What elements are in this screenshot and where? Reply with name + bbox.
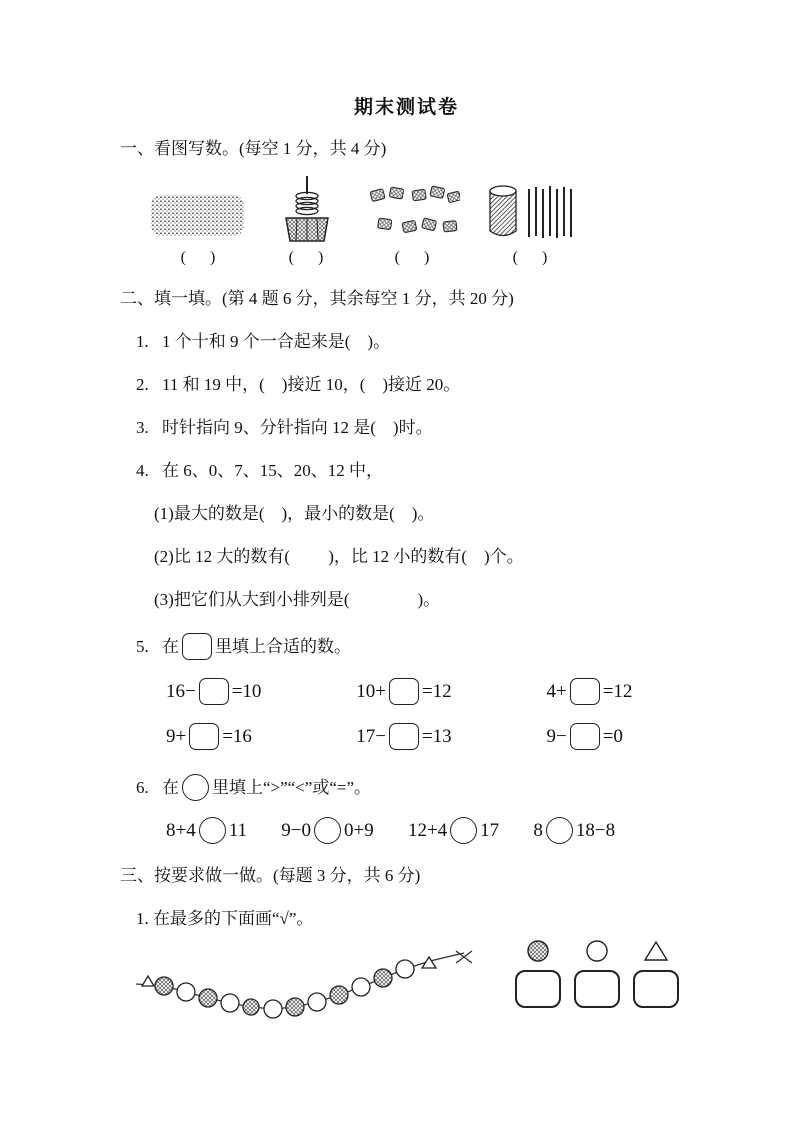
comparison-row [120, 817, 693, 844]
equation-row-2 [120, 723, 693, 750]
equation-left: 9+ [166, 726, 187, 747]
equation-row-1 [120, 678, 693, 705]
equation-right: =12 [602, 681, 633, 702]
hatched-circle-icon [525, 938, 551, 964]
triangle-icon [643, 938, 669, 964]
comparison-left: 9−0 [281, 820, 311, 841]
question-number: 6. [136, 778, 149, 797]
bead-counter-icon [270, 174, 342, 244]
question-4-sub-3: (3)把它们从大到小排列是( )。 [154, 590, 441, 609]
blank-circle-icon [546, 817, 573, 844]
equation-right: =12 [421, 681, 452, 702]
equation-right: =10 [231, 681, 262, 702]
comparison-left: 8+4 [166, 820, 196, 841]
equation-left: 4+ [546, 681, 567, 702]
equation-right: =13 [421, 726, 452, 747]
question-number: 1. [136, 332, 149, 351]
question-3 [120, 418, 693, 437]
blank-box-icon [570, 723, 600, 750]
answer-blank: ( ) [512, 249, 548, 266]
question-number: 2. [136, 375, 149, 394]
equation-left: 9− [546, 726, 567, 747]
section1-heading: 一、看图写数。(每空 1 分，共 4 分) [120, 139, 387, 158]
blank-box-icon [189, 723, 219, 750]
equation [547, 723, 623, 750]
comparison-right: 0+9 [343, 820, 374, 841]
question-number: 4. [136, 461, 149, 480]
blank-box-icon [570, 678, 600, 705]
blank-circle-icon [182, 774, 209, 801]
comparison-right: 18−8 [575, 820, 616, 841]
section1-figures [148, 174, 693, 267]
equation-left: 17− [356, 726, 386, 747]
figure-dot-cluster [148, 188, 248, 267]
figure-bead-counter [270, 174, 342, 267]
equation-right: =0 [602, 726, 623, 747]
question-2 [120, 375, 693, 394]
blank-box-icon [389, 678, 419, 705]
circle-icon [584, 938, 610, 964]
equation [166, 678, 352, 705]
equation [166, 723, 352, 750]
question-text: 在 [162, 637, 179, 656]
question-4 [120, 461, 693, 480]
comparison [166, 817, 247, 844]
question-text: 在 6、0、7、15、20、12 中， [162, 461, 383, 480]
question-1 [120, 332, 693, 351]
question-number: 3. [136, 418, 149, 437]
comparison [533, 817, 615, 844]
block-scatter-icon [364, 182, 460, 244]
figure-stick-bundle [482, 180, 578, 267]
blank-circle-icon [199, 817, 226, 844]
answer-col-triangle [633, 938, 679, 1008]
blank-box-icon [199, 678, 229, 705]
comparison-right: 11 [228, 820, 248, 841]
question-5 [120, 633, 693, 660]
question-text: 里填上“>”“<”或“=”。 [212, 778, 372, 797]
question-number: 5. [136, 637, 149, 656]
comparison-left: 8 [533, 820, 543, 841]
figure-block-scatter [364, 182, 460, 267]
blank-box-icon [182, 633, 212, 660]
equation [356, 678, 542, 705]
question-text: 1 个十和 9 个一合起来是( )。 [162, 332, 391, 351]
answer-boxes [515, 936, 679, 1008]
answer-blank: ( ) [180, 249, 216, 266]
section3-question-1: 1. 在最多的下面画“√”。 [136, 909, 314, 928]
question-text: 11 和 19 中，( )接近 10，( )接近 20。 [162, 375, 461, 394]
question-4-sub-2: (2)比 12 大的数有( )，比 12 小的数有( )个。 [154, 547, 524, 566]
comparison-right: 17 [480, 820, 500, 841]
equation [547, 678, 633, 705]
answer-blank: ( ) [288, 249, 324, 266]
question-4-sub-1: (1)最大的数是( )，最小的数是( )。 [154, 504, 435, 523]
question-text: 时针指向 9、分针指向 12 是( )时。 [162, 418, 433, 437]
answer-box [633, 970, 679, 1008]
equation-left: 16− [166, 681, 196, 702]
count-task-area [120, 936, 693, 1030]
answer-blank: ( ) [394, 249, 430, 266]
dot-cluster-icon [148, 188, 248, 244]
section2-heading: 二、填一填。(第 4 题 6 分，其余每空 1 分，共 20 分) [120, 289, 514, 308]
answer-box [515, 970, 561, 1008]
equation-left: 10+ [356, 681, 386, 702]
question-text: 在 [162, 778, 179, 797]
comparison-left: 12+4 [407, 820, 448, 841]
page-title: 期末测试卷 [353, 97, 459, 118]
section3-heading: 三、按要求做一做。(每题 3 分，共 6 分) [120, 866, 421, 885]
bead-chain-icon [134, 950, 479, 1030]
blank-circle-icon [314, 817, 341, 844]
answer-col-circle [574, 938, 620, 1008]
stick-bundle-icon [482, 180, 578, 244]
answer-box [574, 970, 620, 1008]
answer-col-hatched-circle [515, 938, 561, 1008]
question-text: 里填上合适的数。 [215, 637, 351, 656]
question-6 [120, 774, 693, 801]
equation-right: =16 [222, 726, 252, 747]
blank-box-icon [389, 723, 419, 750]
equation [356, 723, 542, 750]
blank-circle-icon [450, 817, 477, 844]
comparison [281, 817, 373, 844]
comparison [408, 817, 499, 844]
